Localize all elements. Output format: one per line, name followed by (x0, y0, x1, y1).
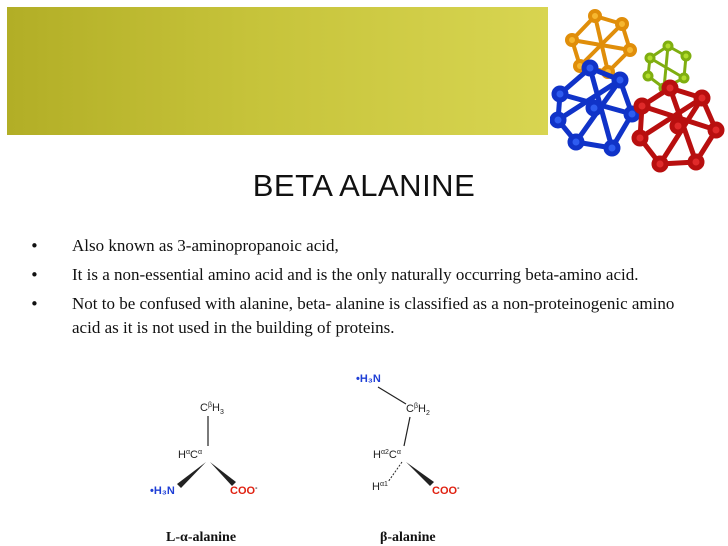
right-center-label: $H^{\alpha 2}C^\alpha$ (373, 449, 401, 461)
left-carboxyl-label: COO- (230, 485, 258, 497)
right-lower-h-label: $H^{\alpha 1}$ (372, 481, 388, 493)
bullet-list (28, 234, 688, 345)
left-wedge-carboxyl (210, 462, 236, 486)
slide-title: BETA ALANINE (252, 168, 476, 203)
alanine-structures-diagram (140, 362, 480, 546)
bullet-marker: • (30, 295, 39, 313)
bullet-item (28, 263, 688, 287)
l-alpha-alanine-structure (150, 402, 258, 545)
bullet-item (28, 234, 688, 258)
left-wedge-amine (177, 462, 206, 488)
left-caption: L-α-alanine (166, 530, 237, 545)
left-ch3-label: $C^\beta H_3$ (200, 402, 224, 416)
orange-cluster-icon (567, 11, 635, 77)
bullet-text: Not to be confused with alanine, beta- alanine is classified as a non-proteinogenic amino acid as it is not used in the building of proteins. (72, 294, 675, 337)
right-amine-label: •H₃N (356, 373, 381, 385)
right-wedge-carboxyl (406, 462, 434, 486)
right-ch2-label: $C^\beta H_2$ (406, 403, 430, 417)
right-hashed-bond (388, 462, 402, 482)
beta-alanine-structure (356, 373, 460, 545)
header-banner (7, 7, 548, 135)
right-caption: β-alanine (380, 530, 436, 545)
right-bond-amine (378, 387, 406, 404)
red-cluster-icon (634, 82, 722, 170)
left-amine-label: •H₃N (150, 485, 175, 497)
left-center-label: $H^\alpha C^\alpha$ (178, 449, 202, 461)
right-bond-mid (404, 417, 410, 446)
right-carboxyl-label: COO- (432, 485, 460, 497)
bullet-item (28, 292, 688, 340)
bullet-text: It is a non-essential amino acid and is the only naturally occurring beta-amino acid. (72, 265, 639, 284)
molecule-cluster-logo (550, 2, 728, 182)
bullet-text: Also known as 3-aminopropanoic acid, (72, 236, 339, 255)
bullet-marker: • (30, 266, 39, 284)
bullet-marker: • (30, 237, 39, 255)
blue-cluster-icon (552, 62, 638, 154)
